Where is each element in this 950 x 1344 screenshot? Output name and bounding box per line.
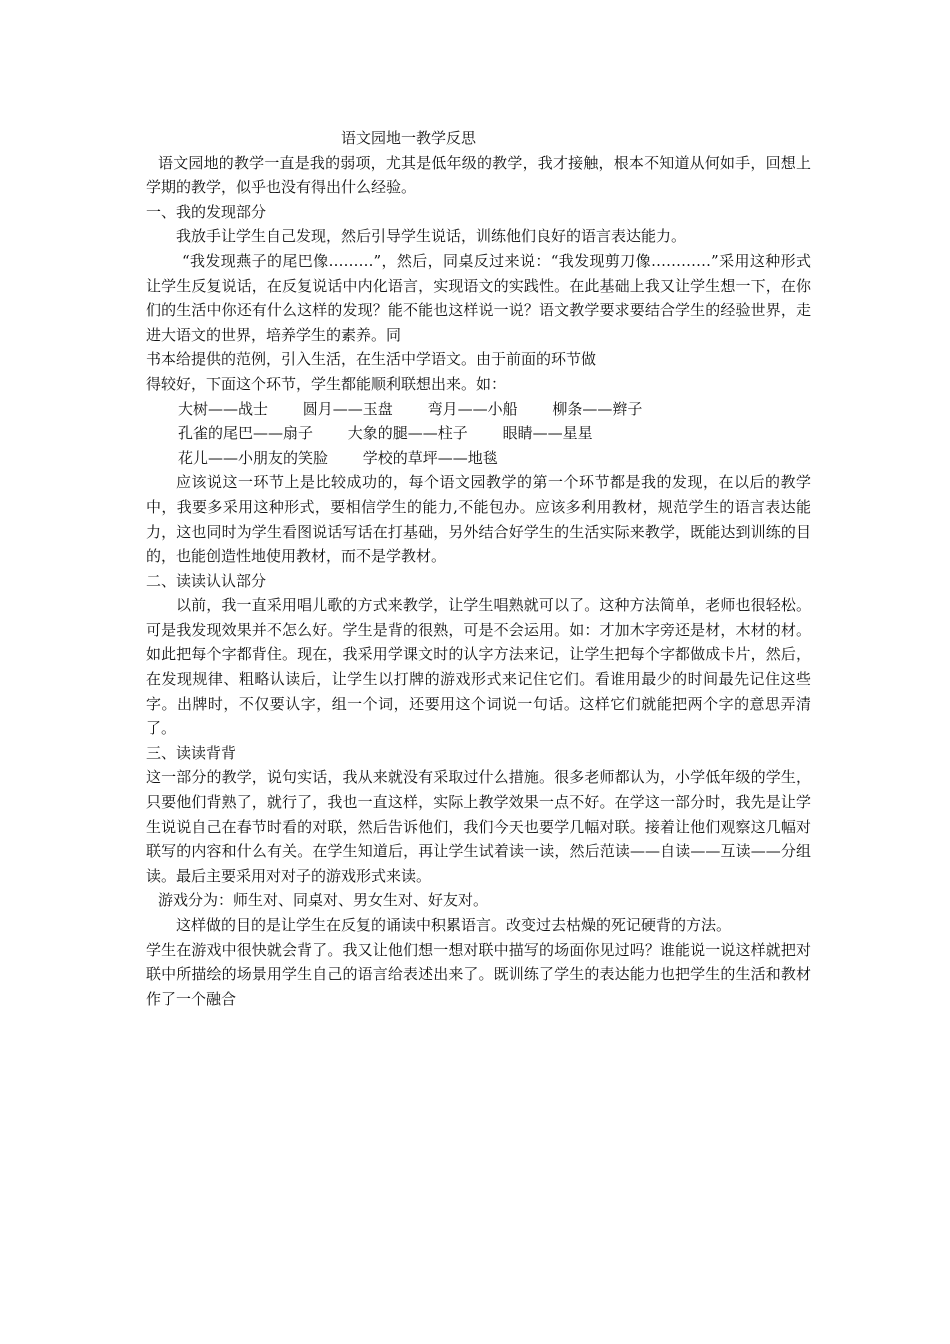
section-3-paragraph-2: 游戏分为：师生对、同桌对、男女生对、好友对。 — [158, 891, 489, 910]
section-3-paragraph-4: 学生在游戏中很快就会背了。我又让他们想一想对联中描写的场面你见过吗？谁能说一说这样就把对联中所描绘的场景用学生自己的语言给表述出来了。既训练了学生的表达能力也把学生的生活和教材作了一个融合 — [146, 940, 811, 1008]
document-page — [146, 126, 811, 1011]
section-2-heading: 二、读读认认部分 — [146, 571, 267, 590]
section-1-paragraph-1: 我放手让学生自己发现，然后引导学生说话，训练他们良好的语言表达能力。 — [176, 227, 687, 246]
word-pair: 圆月——玉盘 — [302, 399, 393, 418]
section-1-paragraph-5: 应该说这一环节上是比较成功的，每个语文园教学的第一个环节都是我的发现，在以后的教学中，我要多采用这种形式，要相信学生的能力,不能包办。应该多利用教材，规范学生的语言表达能力，这也同时为学生看图说话写话在打基础，另外结合好学生的生活实际来教学，既能达到训练的目的，也能创造性地使用教材，而不是学教材。 — [146, 473, 811, 566]
word-pair: 花儿——小朋友的笑脸 — [178, 448, 329, 467]
section-2-paragraph-1: 以前，我一直采用唱儿歌的方式来教学，让学生唱熟就可以了。这种方法简单，老师也很轻松。可是我发现效果并不怎么好。学生是背的很熟，可是不会运用。如：才加木字旁还是材，木材的材。如此把每个字都背住。现在，我采用学课文时的认字方法来记，让学生把每个字都做成卡片，然后，在发现规律、粗略认读后，让学生以打牌的游戏形式来记住它们。看谁用最少的时间最先记住这些字。出牌时，不仅要认字，组一个词，还要用这个词说一句话。这样它们就能把两个字的意思弄清了。 — [146, 596, 811, 738]
word-pair: 孔雀的尾巴——扇子 — [178, 424, 314, 443]
word-pairs-row-2 — [178, 421, 811, 446]
word-pair: 大象的腿——柱子 — [347, 424, 468, 443]
word-pairs-row-3 — [178, 446, 811, 471]
word-pair: 大树——战士 — [178, 399, 269, 418]
section-3-heading: 三、读读背背 — [146, 743, 237, 762]
document-title: 语文园地一教学反思 — [341, 129, 477, 147]
section-3-paragraph-3: 这样做的目的是让学生在反复的诵读中积累语言。改变过去枯燥的死记硬背的方法。 — [176, 916, 732, 934]
section-1-paragraph-4: 得较好，下面这个环节，学生都能顺利联想出来。如： — [146, 374, 507, 393]
word-pair: 弯月——小船 — [427, 399, 518, 418]
section-1-paragraph-3: 书本给提供的范例，引入生活，在生活中学语文。由于前面的环节做 — [146, 350, 597, 369]
word-pair: 柳条——辫子 — [552, 399, 643, 418]
word-pair: 学校的草坪——地毯 — [362, 448, 498, 467]
section-1-heading: 一、我的发现部分 — [146, 202, 267, 221]
word-pairs-row-1 — [178, 397, 811, 422]
intro-paragraph: 语文园地的教学一直是我的弱项，尤其是低年级的教学，我才接触，根本不知道从何如手，回想上学期的教学，似乎也没有得出什么经验。 — [146, 153, 811, 197]
section-1-paragraph-2: “我发现燕子的尾巴像………”，然后，同桌反过来说：“我发现剪刀像…………”采用这种形式让学生反复说话，在反复说话中内化语言，实现语文的实践性。在此基础上我又让学生想一下，在你们的生活中你还有什么这样的发现？能不能也这样说一说？语文教学要求要结合学生的经验世界，走进大语文的世界，培养学生的素养。同 — [146, 251, 811, 344]
word-pair: 眼睛——星星 — [502, 424, 593, 443]
section-3-paragraph-1: 这一部分的教学，说句实话，我从来就没有采取过什么措施。很多老师都认为，小学低年级的学生，只要他们背熟了，就行了，我也一直这样，实际上教学效果一点不好。在学这一部分时，我先是让学生说说自己在春节时看的对联，然后告诉他们，我们今天也要学几幅对联。接着让他们观察这几幅对联写的内容和什么有关。在学生知道后，再让学生试着读一读，然后范读——自读——互读——分组读。最后主要采用对对子的游戏形式来读。 — [146, 768, 811, 885]
